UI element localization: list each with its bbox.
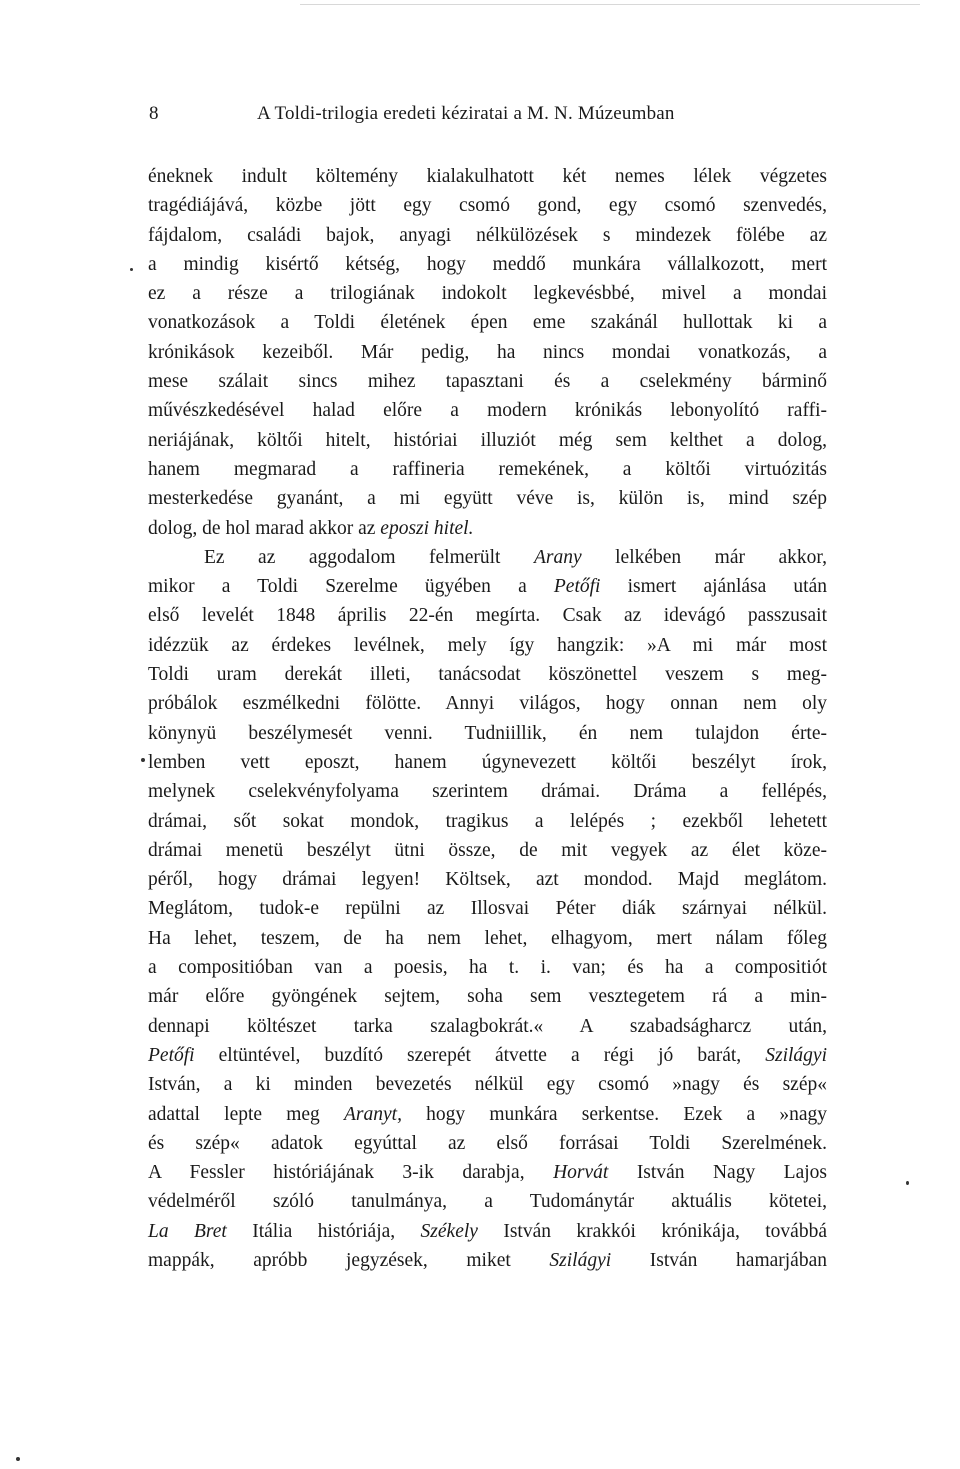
text-line: hanem megmarad a raffineria remekének, a költői virtuózitás — [148, 458, 827, 480]
italic-run: Aranyt, — [344, 1103, 402, 1125]
text-run: hogy munkára serkentse. Ezek a »nagy — [401, 1103, 827, 1125]
text-run: Ez az aggodalom felmerült — [204, 546, 534, 568]
text-line — [148, 1217, 827, 1246]
text-run: A Fessler históriájának 3-ik darabja, — [148, 1162, 554, 1184]
italic-run: Petőfi — [148, 1044, 195, 1066]
text-run: István hamarjában — [611, 1249, 827, 1271]
text-line: ez a része a trilogiának indokolt legkevésbbé, mivel a mondai — [148, 283, 827, 305]
text-run: adattal lepte meg — [148, 1103, 344, 1125]
text-run: mikor a Toldi Szerelme ügyében a — [148, 576, 554, 598]
page-number: 8 — [149, 103, 159, 124]
text-line: neriájának, költői hitelt, históriai illuziót még sem kelthet a dolog, — [148, 429, 827, 451]
italic-run: eposzi hitel. — [380, 517, 474, 539]
scan-speck — [906, 1181, 909, 1185]
text-line: fájdalom, családi bajok, anyagi nélkülözések s mindezek fölébe az — [148, 224, 827, 246]
text-line: éneknek indult költemény kialakulhatott két nemes lélek végzetes — [148, 166, 827, 187]
text-line — [148, 1158, 827, 1187]
text-line: péről, hogy drámai legyen! Költsek, azt mondod. Majd meglátom. — [148, 869, 827, 891]
text-run: mappák, apróbb jegyzések, miket — [148, 1249, 550, 1271]
text-line: tragédiájává, közbe jött egy csomó gond, egy csomó szenvedés, — [148, 195, 827, 217]
text-line — [148, 1041, 827, 1070]
italic-run: Petőfi — [553, 576, 601, 598]
text-line: dennapi költészet tarka szalagbokrát.« A szabadságharcz után, — [148, 1015, 827, 1037]
text-line: krónikások kezeiből. Már pedig, ha nincs mondai vonatkozás, a — [148, 341, 827, 363]
text-line: Ha lehet, teszem, de ha nem lehet, elhagyom, mert nálam főleg — [148, 927, 827, 949]
scan-speck — [130, 268, 133, 271]
text-line: első levelét 1848 április 22-én megírta. Csak az idevágó passzusait — [148, 605, 827, 627]
text-line: István, a ki minden bevezetés nélkül egy csomó »nagy és szép« — [148, 1074, 827, 1096]
text-line: mesterkedése gyanánt, a mi együtt véve is, külön is, mind szép — [148, 488, 827, 510]
body-text — [148, 162, 827, 1275]
text-line: vonatkozások a Toldi életének épen eme szakánál hullottak ki a — [148, 312, 827, 334]
text-line: mese szálait sincs mihez tapasztani és a cselekmény bárminő — [148, 371, 827, 393]
text-line: és szép« adatok egyúttal az első forrásai Toldi Szerelmének. — [148, 1132, 827, 1154]
italic-run: Arany — [533, 546, 582, 568]
text-line: idézzük az érdekes levélnek, mely így hangzik: »A mi már most — [148, 634, 827, 656]
text-line: Toldi uram derekát illeti, tanácsodat köszönettel veszem s meg- — [148, 664, 827, 686]
text-run: ismert ajánlása után — [600, 576, 827, 598]
italic-run: Horvát — [553, 1162, 609, 1184]
text-line: könynyü beszélymesét venni. Tudniillik, én nem tulajdon érte- — [148, 722, 827, 744]
text-line: védelméről szóló tanulmánya, a Tudománytár aktuális kötetei, — [148, 1191, 827, 1213]
text-line — [148, 572, 827, 601]
text-line: lemben vett eposzt, hanem úgynevezett költői beszélyt írok, — [148, 751, 827, 773]
text-run: eltüntével, buzdító szerepét átvette a régi jó barát, — [194, 1044, 766, 1066]
scan-speck — [141, 758, 145, 762]
text-line: melynek cselekvényfolyama szerintem drámai. Dráma a fellépés, — [148, 781, 827, 803]
text-run: dolog, de hol marad akkor az — [148, 517, 381, 539]
text-line: már előre gyöngének sejtem, soha sem vesztegetem rá a min- — [148, 986, 827, 1008]
text-run: lelkében már akkor, — [581, 546, 827, 568]
text-line: drámai menetü beszélyt ütni össze, de mit vegyek az élet köze- — [148, 839, 827, 861]
italic-run: La Bret — [148, 1220, 227, 1242]
text-run: István krakkói krónikája, továbbá — [477, 1220, 827, 1242]
text-line — [148, 1100, 827, 1129]
text-line: próbálok eszmélkedni fölötte. Annyi világos, hogy onnan nem oly — [148, 693, 827, 715]
text-line: művészkedésével halad előre a modern krónikás lebonyolító raffi- — [148, 400, 827, 422]
scan-speck — [16, 1457, 20, 1461]
scan-edge-line — [300, 4, 920, 5]
italic-run: Szilágyi — [765, 1044, 827, 1066]
text-line: drámai, sőt sokat mondok, tragikus a lelépés ; ezekből lehetett — [148, 810, 827, 832]
text-run: István Nagy Lajos — [608, 1162, 828, 1184]
text-line: a compositióban van a poesis, ha t. i. van; és ha a compositiót — [148, 957, 827, 979]
text-line: Meglátom, tudok-e repülni az Illosvai Péter diák szárnyai nélkül. — [148, 898, 827, 920]
text-line: a mindig kisértő kétség, hogy meddő munkára vállalkozott, mert — [148, 253, 827, 275]
text-line — [148, 1246, 827, 1275]
text-line — [148, 543, 827, 572]
running-title: A Toldi-trilogia eredeti kéziratai a M. N. Múzeumban — [257, 103, 675, 124]
italic-run: Szilágyi — [549, 1249, 612, 1271]
page-header — [149, 99, 829, 129]
text-line — [148, 514, 827, 543]
text-run: Itália históriája, — [226, 1220, 421, 1242]
italic-run: Székely — [420, 1220, 478, 1242]
